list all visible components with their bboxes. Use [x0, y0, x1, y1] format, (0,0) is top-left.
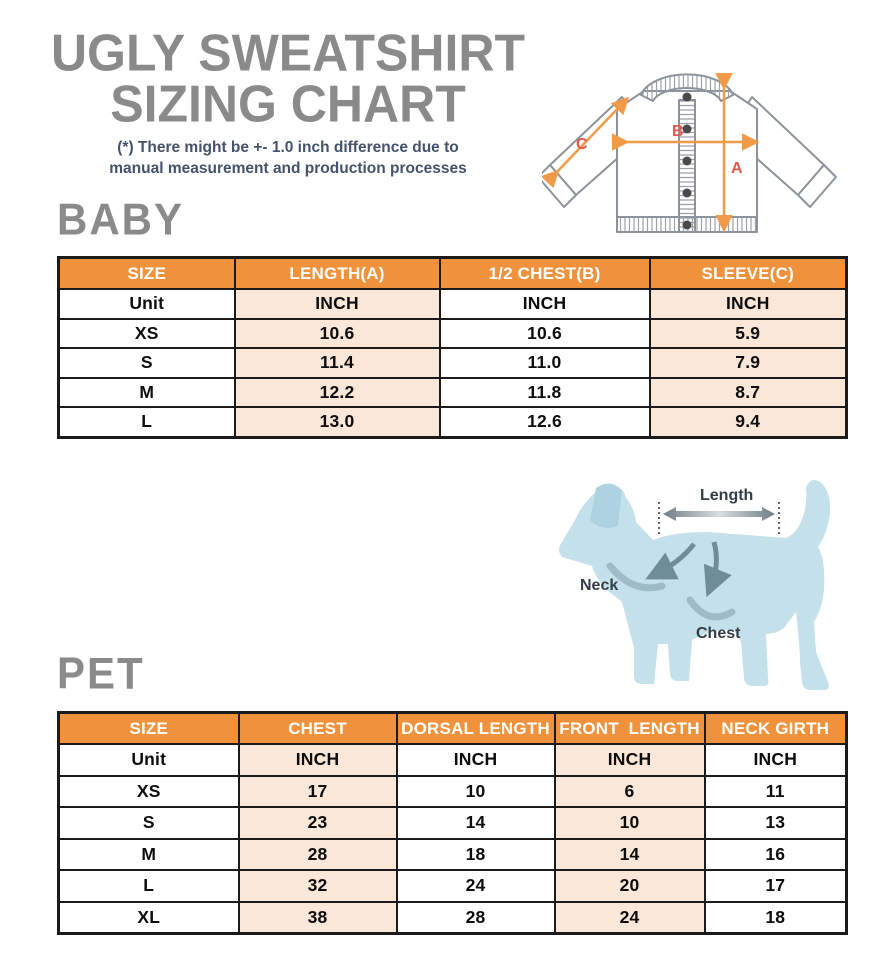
- size-label-cell: XS: [59, 776, 239, 808]
- size-label-cell: L: [59, 407, 235, 437]
- disclaimer-line2: manual measurement and production processes: [109, 159, 467, 177]
- baby-section-heading: BABY: [57, 194, 185, 245]
- value-cell: 28: [397, 902, 555, 934]
- table-row: [59, 776, 847, 808]
- value-cell: 16: [705, 839, 847, 871]
- baby-size-table: [57, 256, 848, 439]
- column-header: SIZE: [59, 713, 239, 745]
- size-label-cell: S: [59, 348, 235, 378]
- baby-header-row: [59, 258, 847, 290]
- value-cell: 11.8: [440, 378, 650, 408]
- value-cell: INCH: [235, 289, 440, 319]
- dog-ear-icon: [590, 483, 622, 528]
- value-cell: 17: [239, 776, 397, 808]
- pet-section-heading: PET: [57, 648, 145, 699]
- value-cell: 18: [705, 902, 847, 934]
- table-row: [59, 378, 847, 408]
- value-cell: 11.0: [440, 348, 650, 378]
- value-cell: 12.6: [440, 407, 650, 437]
- table-row: [59, 319, 847, 349]
- pet-header-row: [59, 713, 847, 745]
- value-cell: 24: [397, 870, 555, 902]
- value-cell: 32: [239, 870, 397, 902]
- sweater-measurement-diagram: [542, 45, 887, 245]
- value-cell: 9.4: [650, 407, 847, 437]
- dog-measurement-diagram: [548, 462, 880, 702]
- value-cell: 24: [555, 902, 705, 934]
- value-cell: 13.0: [235, 407, 440, 437]
- table-row: [59, 289, 847, 319]
- value-cell: 28: [239, 839, 397, 871]
- value-cell: 6: [555, 776, 705, 808]
- size-label-cell: S: [59, 807, 239, 839]
- table-row: [59, 902, 847, 934]
- page-title-line2: SIZING CHART: [110, 74, 466, 134]
- value-cell: INCH: [555, 744, 705, 776]
- value-cell: 14: [555, 839, 705, 871]
- column-header: SLEEVE(C): [650, 258, 847, 290]
- size-label-cell: M: [59, 839, 239, 871]
- value-cell: INCH: [705, 744, 847, 776]
- sweater-sleeve-letter: C: [576, 136, 588, 153]
- value-cell: 17: [705, 870, 847, 902]
- column-header: NECK GIRTH: [705, 713, 847, 745]
- column-header: CHEST: [239, 713, 397, 745]
- column-header: LENGTH(A): [235, 258, 440, 290]
- value-cell: INCH: [239, 744, 397, 776]
- value-cell: 13: [705, 807, 847, 839]
- value-cell: INCH: [397, 744, 555, 776]
- pet-size-table: [57, 711, 848, 935]
- size-label-cell: Unit: [59, 744, 239, 776]
- table-row: [59, 870, 847, 902]
- table-row: [59, 839, 847, 871]
- value-cell: INCH: [440, 289, 650, 319]
- value-cell: 10: [397, 776, 555, 808]
- value-cell: 14: [397, 807, 555, 839]
- size-label-cell: M: [59, 378, 235, 408]
- length-arrow-icon: [663, 507, 775, 521]
- value-cell: 12.2: [235, 378, 440, 408]
- value-cell: 23: [239, 807, 397, 839]
- value-cell: 11.4: [235, 348, 440, 378]
- value-cell: 7.9: [650, 348, 847, 378]
- table-row: [59, 807, 847, 839]
- sweater-chest-letter: B: [672, 123, 684, 140]
- size-label-cell: XS: [59, 319, 235, 349]
- disclaimer-text: [48, 138, 528, 180]
- value-cell: 20: [555, 870, 705, 902]
- page-title-line1: UGLY SWEATSHIRT: [50, 23, 526, 83]
- dog-chest-label: Chest: [696, 625, 741, 642]
- header: [48, 23, 528, 180]
- column-header: SIZE: [59, 258, 235, 290]
- dog-length-label: Length: [700, 487, 754, 504]
- table-row: [59, 744, 847, 776]
- sweater-length-letter: A: [731, 160, 743, 177]
- size-label-cell: L: [59, 870, 239, 902]
- dog-neck-label: Neck: [580, 577, 619, 594]
- value-cell: 5.9: [650, 319, 847, 349]
- value-cell: 10.6: [235, 319, 440, 349]
- disclaimer-line1: (*) There might be +- 1.0 inch difference due to: [117, 139, 459, 156]
- size-label-cell: Unit: [59, 289, 235, 319]
- size-label-cell: XL: [59, 902, 239, 934]
- column-header: DORSAL LENGTH: [397, 713, 555, 745]
- table-row: [59, 348, 847, 378]
- column-header: FRONT LENGTH: [555, 713, 705, 745]
- value-cell: 11: [705, 776, 847, 808]
- value-cell: 18: [397, 839, 555, 871]
- value-cell: 8.7: [650, 378, 847, 408]
- value-cell: 38: [239, 902, 397, 934]
- value-cell: INCH: [650, 289, 847, 319]
- column-header: 1/2 CHEST(B): [440, 258, 650, 290]
- value-cell: 10: [555, 807, 705, 839]
- value-cell: 10.6: [440, 319, 650, 349]
- table-row: [59, 407, 847, 437]
